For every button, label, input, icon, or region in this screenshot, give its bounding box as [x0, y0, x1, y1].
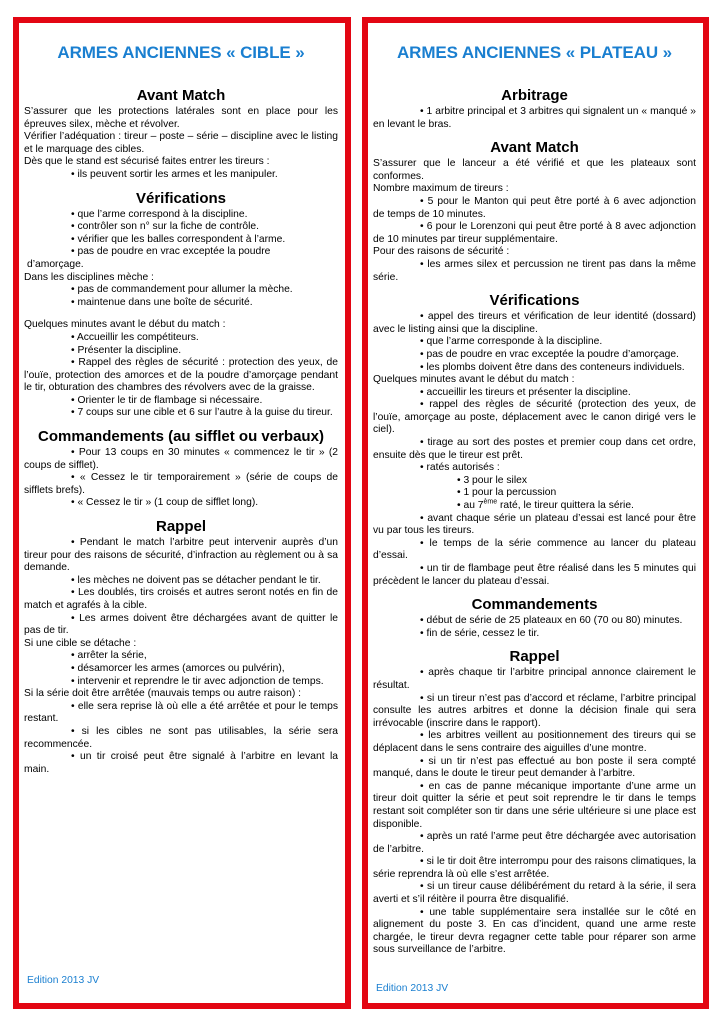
heading-avant-match: Avant Match — [136, 87, 226, 104]
bullet-item: • après chaque tir l’arbitre principal annonce clairement le résultat. — [373, 667, 696, 691]
edition-footer: Edition 2013 JV — [27, 975, 100, 986]
heading-commandements: Commandements — [471, 596, 598, 614]
bullet-item: • rappel des règles de sécurité (protection des yeux, de l’ouïe, amorçage au poste, déplacement avec le canon dirigé vers le ciel). — [373, 399, 696, 436]
bullet-item: • « Cessez le tir temporairement » (série de coups de sifflets brefs). — [24, 472, 338, 496]
bullet-item: • contrôler son n° sur la fiche de contrôle. — [71, 221, 260, 233]
bullet-item: • Orienter le tir de flambage si nécessaire. — [71, 394, 263, 406]
sub-bullet-item: • au 7ème raté, le tireur quittera la série. — [457, 498, 634, 512]
paragraph: S’assurer que le lanceur a été vérifié et que les plateaux sont conformes. — [373, 158, 696, 182]
paragraph: Pour des raisons de sécurité : — [373, 246, 510, 258]
paragraph: Dans les disciplines mèche : — [24, 271, 154, 283]
bullet-item: • tirage au sort des postes et premier coup dans cet ordre, ensuite dès que le tireur est prêt. — [373, 437, 696, 461]
paragraph: Si une cible se détache : — [24, 637, 137, 649]
bullet-item: • pas de commandement pour allumer la mèche. — [71, 284, 293, 296]
bullet-item: • Rappel des règles de sécurité : protection des yeux, de l’ouïe, protection des amorces et de la poudre d’amorçage pendant le tir, obturation des chambres des révolvers avec de la graisse. — [24, 357, 338, 394]
paragraph: Nombre maximum de tireurs : — [373, 183, 509, 195]
heading-verifications: Vérifications — [489, 292, 580, 310]
paragraph: Dès que le stand est sécurisé faites entrer les tireurs : — [24, 156, 270, 168]
bullet-item: • maintenue dans une boîte de sécurité. — [71, 296, 253, 308]
bullet-item: • 5 pour le Manton qui peut être porté à 6 avec adjonction de temps de 10 minutes. — [373, 195, 696, 220]
heading-arbitrage: Arbitrage — [501, 87, 568, 104]
bullet-item: • intervenir et reprendre le tir avec adjonction de temps. — [71, 675, 324, 687]
bullet-item: • 6 pour le Lorenzoni qui peut être porté à 8 avec adjonction de 10 minutes par tireur supplémentaire. — [373, 221, 696, 245]
bullet-item: • en cas de panne mécanique importante d’une arme un tireur doit quitter la série et peut soit reprendre le tir dans le temps restant soit compléter son tir dans une série ultérieure si une place est disponible. — [373, 780, 696, 830]
panel-title: ARMES ANCIENNES « PLATEAU » — [396, 43, 672, 62]
bullet-item: • Les doublés, tirs croisés et autres seront notés en fin de match et agrafés à la cible. — [24, 587, 338, 611]
panel-title: ARMES ANCIENNES « CIBLE » — [57, 43, 305, 62]
bullet-item: • début de série de 25 plateaux en 60 (70 ou 80) minutes. — [420, 615, 683, 627]
heading-commandements: Commandements (au sifflet ou verbaux) — [38, 428, 324, 446]
bullet-item: • Accueillir les compétiteurs. — [71, 331, 199, 343]
bullet-item: • arrêter la série, — [71, 650, 147, 662]
bullet-item: • que l’arme corresponde à la discipline. — [420, 336, 603, 348]
bullet-item: • après un raté l’arme peut être déchargée avec autorisation de l’arbitre. — [373, 831, 696, 855]
bullet-item: • 7 coups sur une cible et 6 sur l’autre à la guise du tireur. — [71, 407, 333, 419]
bullet-item: • pas de poudre en vrac exceptée la poudre d’amorçage. — [420, 348, 679, 360]
bullet-item: • si les cibles ne sont pas utilisables, la série sera recommencée. — [24, 725, 338, 750]
bullet-item: • si un tireur n’est pas d’accord et réclame, l’arbitre principal consulte les autres arbitres et donne la décision finale qui sera irrévocable (inscrire dans le rapport). — [373, 692, 696, 729]
paragraph: Quelques minutes avant le début du match : — [373, 374, 575, 386]
sub-bullet-item: • 3 pour le silex — [457, 474, 527, 486]
paragraph: Vérifier l’adéquation : tireur – poste – série – discipline avec le listing et le marquage des cibles. — [24, 131, 338, 155]
bullet-item: • Les armes doivent être déchargées avant de quitter le pas de tir. — [24, 612, 338, 637]
bullet-item: • accueillir les tireurs et présenter la discipline. — [420, 386, 631, 398]
heading-rappel: Rappel — [155, 518, 206, 536]
bullet-item: • appel des tireurs et vérification de leur identité (dossard) avec le listing ainsi que la discipline. — [373, 311, 696, 335]
bullet-item: • pas de poudre en vrac exceptée la poudre — [71, 246, 271, 258]
bullet-item: • Pendant le match l’arbitre peut intervenir auprès d’un tireur pour des raisons de sécurité, d’infraction au règlement ou à sa demande. — [24, 537, 338, 574]
bullet-item: • un tir de flambage peut être réalisé dans les 5 minutes qui précèdent le lancer du plateau d’essai. — [373, 563, 696, 587]
panel-plateau — [362, 17, 709, 1009]
bullet-item: • Présenter la discipline. — [71, 344, 182, 356]
bullet-item: • le temps de la série commence au lancer du plateau d’essai. — [373, 537, 696, 562]
bullet-item: • si un tir n’est pas effectué au bon poste il sera compté manqué, dans le doute le tireur peut demander à l’arbitre. — [373, 755, 696, 780]
bullet-item: • les arbitres veillent au positionnement des tireurs qui se déplacent dans le sens contraire des aiguilles d’une montre. — [373, 730, 696, 754]
bullet-item: • vérifier que les balles correspondent à l’arme. — [71, 233, 286, 245]
paragraph: Si la série doit être arrêtée (mauvais temps ou autre raison) : — [24, 688, 301, 700]
heading-verifications: Vérifications — [135, 189, 227, 207]
bullet-item: • Pour 13 coups en 30 minutes « commencez le tir » (2 coups de sifflet). — [24, 447, 338, 471]
panel-cible — [13, 17, 351, 1009]
bullet-item: • une table supplémentaire sera installée sur le côté en alignement du poste 3. En cas d’incident, quand une arme reste chargée, le tireur devra regagner cette table pour réparer son arme sous surveillance de l’arbitre. — [373, 906, 696, 956]
bullet-item: • elle sera reprise là où elle a été arrêtée et pour le temps restant. — [24, 700, 338, 725]
paragraph: S’assurer que les protections latérales sont en place pour les épreuves silex, mèche et révolver. — [24, 106, 338, 130]
heading-avant-match: Avant Match — [490, 139, 579, 157]
bullet-item: • les plombs doivent être dans des conteneurs individuels. — [420, 361, 685, 373]
bullet-item: • fin de série, cessez le tir. — [420, 627, 540, 639]
edition-footer: Edition 2013 JV — [376, 983, 449, 994]
bullet-item-continuation: d’amorçage. — [27, 258, 84, 270]
bullet-item: • 1 arbitre principal et 3 arbitres qui signalent un « manqué » en levant le bras. — [373, 106, 696, 130]
bullet-item: • si un tireur cause délibérément du retard à la série, il sera averti et s’il réitère il pourra être disqualifié. — [373, 881, 696, 906]
bullet-item: • que l’arme correspond à la discipline. — [71, 208, 248, 220]
bullet-item: • les mèches ne doivent pas se détacher pendant le tir. — [71, 574, 321, 586]
bullet-item: • désamorcer les armes (amorces ou pulvérin), — [71, 662, 285, 674]
heading-rappel: Rappel — [509, 648, 560, 666]
sub-bullet-item: • 1 pour la percussion — [457, 487, 557, 499]
bullet-item: • un tir croisé peut être signalé à l’arbitre en levant la main. — [24, 751, 338, 775]
paragraph: Quelques minutes avant le début du match : — [24, 319, 226, 331]
bullet-item: • « Cessez le tir » (1 coup de sifflet long). — [71, 497, 259, 509]
bullet-item: • avant chaque série un plateau d’essai est lancé pour être vu par tous les tireurs. — [373, 512, 696, 537]
bullet-item: • ils peuvent sortir les armes et les manipuler. — [71, 168, 278, 180]
bullet-item: • les armes silex et percussion ne tirent pas dans la même série. — [373, 258, 696, 283]
bullet-item: • si le tir doit être interrompu pour des raisons climatiques, la série reprendra là où elle s’est arrêtée. — [373, 856, 696, 880]
bullet-item: • ratés autorisés : — [420, 462, 500, 474]
